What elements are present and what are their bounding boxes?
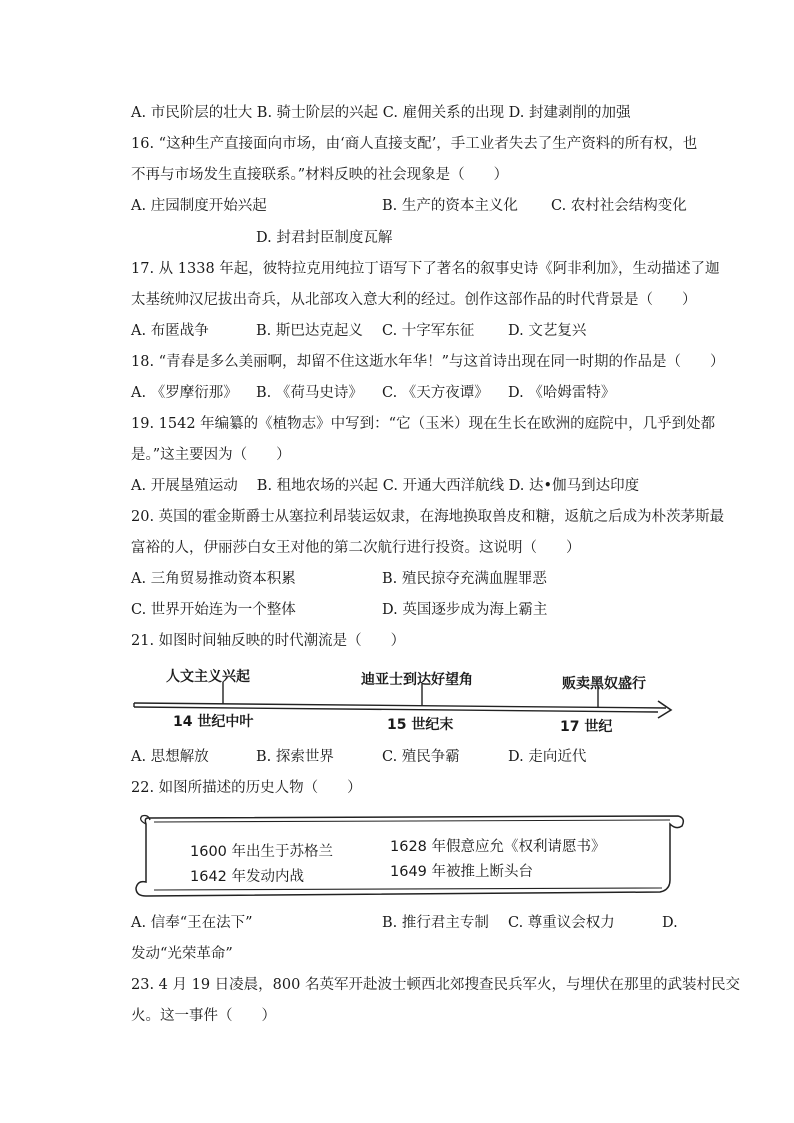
q15-options: A. 市民阶层的壮大 B. 骑士阶层的兴起 C. 雇佣关系的出现 D. 封建剥削的加强 — [131, 105, 631, 121]
scroll-execution: 1649 年被推上断头台 — [390, 864, 534, 880]
q17-option-a: A. 布匿战争 — [131, 323, 209, 339]
q21-option-b: B. 探索世界 — [256, 749, 334, 765]
q18-stem: 18. “青春是多么美丽啊，却留不住这逝水年华！”与这首诗出现在同一时期的作品是（ ） — [131, 354, 725, 370]
q20-stem-line1: 20. 英国的霍金斯爵士从塞拉利昂装运奴隶，在海地换取兽皮和糖，返航之后成为朴茨茅斯最 — [131, 509, 725, 525]
q21-option-a: A. 思想解放 — [131, 749, 209, 765]
scroll-petition: 1628 年假意应允《权利请愿书》 — [390, 839, 606, 855]
q17-option-d: D. 文艺复兴 — [508, 323, 587, 339]
q18-option-a: A. 《罗摩衍那》 — [131, 385, 238, 401]
q22-option-d-text: 发动“光荣革命” — [131, 946, 233, 962]
timeline-event-dias: 迪亚士到达好望角 — [361, 672, 473, 688]
q19-stem-line1: 19. 1542 年编纂的《植物志》中写到：“它（玉米）现在生长在欧洲的庭院中，几乎到处都 — [131, 416, 716, 432]
q22-option-c: C. 尊重议会权力 — [508, 915, 615, 931]
q18-option-c: C. 《天方夜谭》 — [382, 385, 489, 401]
q22-option-b: B. 推行君主专制 — [382, 915, 489, 931]
scroll-figure — [130, 810, 690, 900]
q21-option-d: D. 走向近代 — [508, 749, 587, 765]
q16-option-a: A. 庄园制度开始兴起 — [131, 198, 267, 214]
q19-stem-line2: 是。”这主要因为（ ） — [131, 447, 291, 463]
q20-option-b: B. 殖民掠夺充满血腥罪恶 — [382, 571, 547, 587]
q21-option-c: C. 殖民争霸 — [382, 749, 460, 765]
q23-stem-line2: 火。这一事件（ ） — [131, 1008, 276, 1024]
q19-options: A. 开展垦殖运动 B. 租地农场的兴起 C. 开通大西洋航线 D. 达•伽马到达印度 — [131, 478, 640, 494]
q23-stem-line1: 23. 4 月 19 日凌晨，800 名英军开赴波士顿西北郊搜查民兵军火，与埋伏在那里的武装村民交 — [131, 977, 740, 993]
q20-stem-line2: 富裕的人，伊丽莎白女王对他的第二次航行进行投资。这说明（ ） — [131, 540, 581, 556]
q21-stem: 21. 如图时间轴反映的时代潮流是（ ） — [131, 633, 406, 649]
timeline-event-humanism: 人文主义兴起 — [166, 669, 250, 685]
q16-option-d: D. 封君封臣制度瓦解 — [256, 230, 393, 246]
q22-stem: 22. 如图所描述的历史人物（ ） — [131, 780, 362, 796]
q16-option-c: C. 农村社会结构变化 — [551, 198, 687, 214]
q20-option-d: D. 英国逐步成为海上霸主 — [382, 602, 548, 618]
q22-option-a: A. 信奉“王在法下” — [131, 915, 253, 931]
scroll-civil-war: 1642 年发动内战 — [190, 869, 305, 885]
timeline-figure — [130, 662, 675, 736]
q20-option-c: C. 世界开始连为一个整体 — [131, 602, 296, 618]
q16-stem-line1: 16. “这种生产直接面向市场，由‘商人直接支配’，手工业者失去了生产资料的所有权，也 — [131, 136, 698, 152]
timeline-event-slave-trade: 贩卖黑奴盛行 — [562, 676, 646, 692]
q16-stem-line2: 不再与市场发生直接联系。”材料反映的社会现象是（ ） — [131, 167, 509, 183]
q20-option-a: A. 三角贸易推动资本积累 — [131, 571, 296, 587]
timeline-date-17c: 17 世纪 — [560, 719, 613, 735]
q17-option-c: C. 十字军东征 — [382, 323, 475, 339]
q22-option-d-label: D. — [662, 915, 678, 931]
q17-stem-line1: 17. 从 1338 年起，彼特拉克用纯拉丁语写下了著名的叙事史诗《阿非利加》，生动描述了迦 — [131, 261, 720, 277]
q17-stem-line2: 太基统帅汉尼拔出奇兵，从北部攻入意大利的经过。创作这部作品的时代背景是（ ） — [131, 292, 697, 308]
q18-option-b: B. 《荷马史诗》 — [256, 385, 363, 401]
q18-option-d: D. 《哈姆雷特》 — [508, 385, 616, 401]
timeline-date-15c: 15 世纪末 — [387, 717, 454, 733]
timeline-date-14c: 14 世纪中叶 — [173, 714, 254, 730]
q17-option-b: B. 斯巴达克起义 — [256, 323, 363, 339]
q16-option-b: B. 生产的资本主义化 — [382, 198, 518, 214]
scroll-birth: 1600 年出生于苏格兰 — [190, 844, 334, 860]
